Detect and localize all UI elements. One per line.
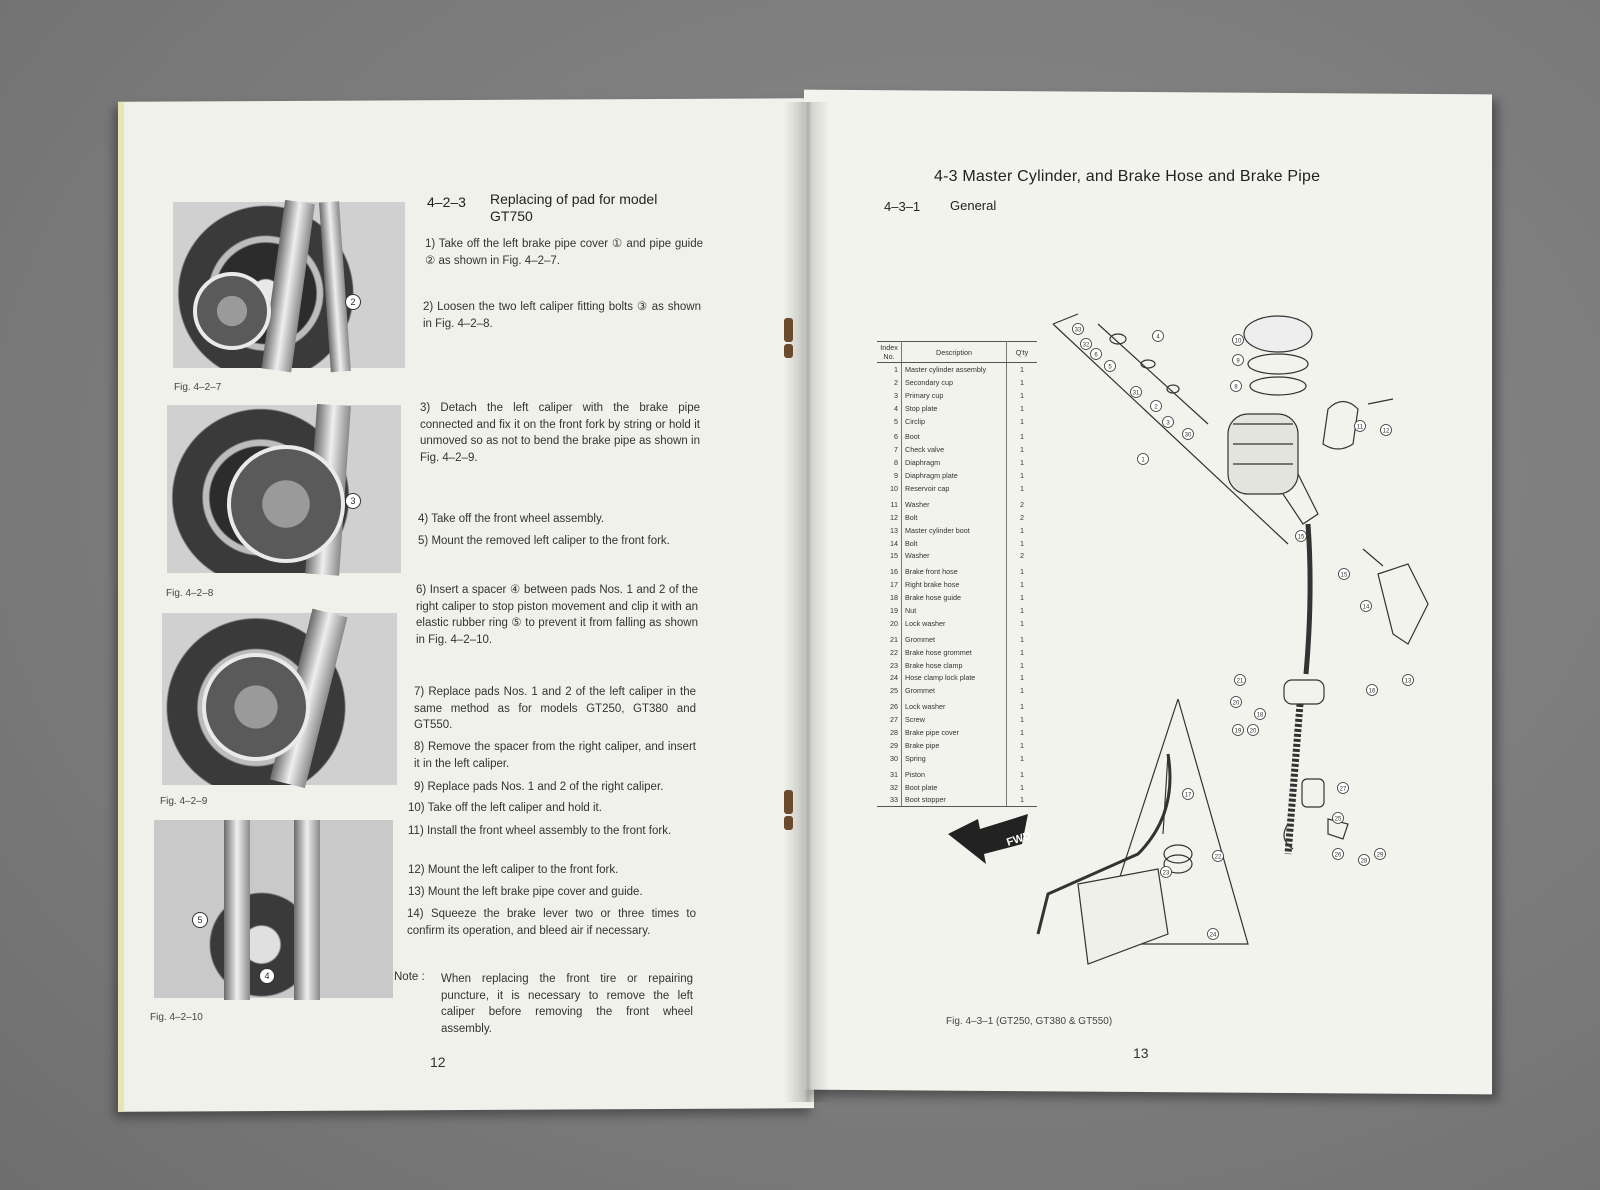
table-row [877,713,1037,726]
table-row [877,469,1037,482]
section-title-line1: Replacing of pad for model [490,191,658,207]
section-number: 4–2–3 [427,194,466,210]
callout-number: 32 [1082,342,1090,349]
part-qty: 1 [1020,567,1024,577]
part-qty: 1 [1020,458,1024,468]
part-qty: 1 [1020,432,1024,442]
part-qty: 1 [1020,715,1024,725]
part-description: Spring [902,752,1007,765]
part-qty: 1 [1020,403,1024,413]
part-description: Lock washer [902,697,1007,713]
table-row [877,697,1037,713]
callout-number: 33 [1074,327,1082,334]
part-description: Piston [902,765,1007,781]
callout-number: 9 [1236,358,1240,365]
part-description: Boot plate [902,781,1007,794]
callout-number: 6 [1094,352,1098,359]
part-description: Master cylinder boot [902,524,1007,537]
part-index: 32 [877,781,902,794]
part-index: 28 [877,726,902,739]
subsection-title: General [950,198,997,213]
part-description: Reservoir cap [902,482,1007,495]
callout-number: 31 [1132,390,1140,397]
step-1: 1) Take off the left brake pipe cover ① and pipe guide ② as shown in Fig. 4–2–7. [425,238,703,267]
part-qty: 1 [1020,377,1024,387]
step-6: 6) Insert a spacer ④ between pads Nos. 1 and 2 of the right caliper to stop piston movement and clip it with an elastic rubber ring ⑤ to prevent it from falling as shown in Fig. 4–2–10. [416,584,699,646]
table-row [877,617,1037,630]
table-row [877,659,1037,672]
callout-number: 3 [1166,420,1170,427]
part-qty: 1 [1020,769,1024,779]
part-qty: 1 [1020,660,1024,670]
callout-number: 20 [1249,728,1257,735]
callout-number: 19 [1234,728,1242,735]
callout-number: 21 [1236,678,1244,685]
part-description: Check valve [902,443,1007,456]
callout-5: 5 [192,912,208,928]
part-index: 33 [877,794,902,807]
part-description: Brake hose clamp [902,659,1007,672]
table-row [877,376,1037,389]
callout-number: 22 [1214,854,1222,861]
photo-fig-4-2-8 [167,405,401,573]
fig-caption-4-2-7: Fig. 4–2–7 [174,382,222,393]
table-row [877,415,1037,428]
callout-number: 11 [1356,424,1364,431]
step-8: 8) Remove the spacer from the right caliper, and insert it in the left caliper. [414,741,696,770]
part-index: 8 [877,456,902,469]
part-qty: 2 [1020,551,1024,561]
part-description: Grommet [902,630,1007,646]
table-row [877,752,1037,765]
table-row [877,739,1037,752]
table-row [877,578,1037,591]
step-3: 3) Detach the left caliper with the brake pipe connected and fix it on the front fork by string or hold it unmoved so as not to bend the brake pipe as shown in Fig. 4–2–9. [420,402,701,464]
part-qty: 1 [1020,416,1024,426]
callout-2: 2 [345,294,361,310]
part-qty: 1 [1020,580,1024,590]
table-row [877,549,1037,562]
step-11: 11) Install the front wheel assembly to the front fork. [408,825,672,837]
callout-number: 25 [1334,816,1342,823]
part-qty: 2 [1020,499,1024,509]
step-7: 7) Replace pads Nos. 1 and 2 of the left caliper in the same method as for models GT250, GT380 and GT550. [414,686,696,731]
part-description: Circlip [902,415,1007,428]
part-index: 12 [877,511,902,524]
staple-top [784,318,793,342]
part-qty: 1 [1020,593,1024,603]
table-row [877,646,1037,659]
table-header-index: Index No. [877,342,902,363]
callout-4: 4 [259,968,275,984]
part-description: Brake front hose [902,562,1007,578]
part-description: Secondary cup [902,376,1007,389]
photo-fig-4-2-7 [173,202,405,368]
page-number-right: 13 [1133,1045,1149,1061]
part-index: 9 [877,469,902,482]
step-14: 14) Squeeze the brake lever two or three times to confirm its operation, and bleed air if necessary. [407,908,696,937]
callout-number: 24 [1209,932,1217,939]
step-9: 9) Replace pads Nos. 1 and 2 of the right caliper. [414,781,664,793]
callout-number: 5 [1108,364,1112,371]
table-row [877,511,1037,524]
fig-caption-4-2-10: Fig. 4–2–10 [150,1012,203,1023]
staple-bottom-2 [784,816,793,830]
callout-number: 27 [1339,786,1347,793]
part-qty: 1 [1020,538,1024,548]
part-qty: 1 [1020,390,1024,400]
part-index: 27 [877,713,902,726]
step-5: 5) Mount the removed left caliper to the front fork. [418,535,670,547]
part-index: 13 [877,524,902,537]
callout-number: 12 [1382,428,1390,435]
step-2: 2) Loosen the two left caliper fitting bolts ③ as shown in Fig. 4–2–8. [423,301,702,330]
part-description: Boot stopper [902,794,1007,807]
part-description: Master cylinder assembly [902,363,1007,376]
table-row [877,456,1037,469]
part-qty: 1 [1020,727,1024,737]
part-description: Brake pipe [902,739,1007,752]
table-row [877,765,1037,781]
part-index: 15 [877,549,902,562]
step-4: 4) Take off the front wheel assembly. [418,513,605,525]
callout-number: 15 [1340,572,1348,579]
part-description: Right brake hose [902,578,1007,591]
part-qty: 1 [1020,782,1024,792]
fwd-label: FWD [1005,829,1033,849]
part-index: 29 [877,739,902,752]
table-row [877,443,1037,456]
callout-number: 14 [1362,604,1370,611]
part-index: 26 [877,697,902,713]
callout-number: 20 [1232,700,1240,707]
part-description: Lock washer [902,617,1007,630]
part-qty: 1 [1020,753,1024,763]
part-index: 18 [877,591,902,604]
part-description: Screw [902,713,1007,726]
part-index: 2 [877,376,902,389]
part-qty: 1 [1007,794,1038,807]
fig-caption-4-2-8: Fig. 4–2–8 [166,588,214,599]
callout-number: 16 [1368,688,1376,695]
part-index: 24 [877,671,902,684]
callout-number: 17 [1184,792,1192,799]
table-row [877,604,1037,617]
part-description: Brake pipe cover [902,726,1007,739]
note-label: Note : [394,971,425,983]
table-row [877,630,1037,646]
table-row [877,562,1037,578]
subsection-number: 4–3–1 [884,199,921,214]
part-description: Washer [902,549,1007,562]
table-header-description: Description [902,342,1007,363]
table-row [877,495,1037,511]
table-row [877,671,1037,684]
table-row [877,427,1037,443]
part-qty: 1 [1020,618,1024,628]
part-index: 25 [877,684,902,697]
callout-number: 26 [1334,852,1342,859]
step-10: 10) Take off the left caliper and hold it. [408,802,602,814]
photo-fig-4-2-9 [162,613,397,785]
part-qty: 1 [1020,445,1024,455]
page-number-left: 12 [430,1054,446,1070]
parts-table [877,341,1037,807]
table-row [877,684,1037,697]
part-index: 6 [877,427,902,443]
part-index: 19 [877,604,902,617]
callout-number: 28 [1360,858,1368,865]
part-description: Diaphragm [902,456,1007,469]
part-qty: 1 [1020,525,1024,535]
table-row [877,781,1037,794]
part-index: 10 [877,482,902,495]
section-main-title: 4-3 Master Cylinder, and Brake Hose and Brake Pipe [934,168,1321,185]
part-qty: 1 [1020,702,1024,712]
step-13: 13) Mount the left brake pipe cover and guide. [408,886,643,898]
callout-number: 2 [1154,404,1158,411]
step-12: 12) Mount the left caliper to the front fork. [408,864,619,876]
part-index: 5 [877,415,902,428]
part-index: 11 [877,495,902,511]
part-qty: 1 [1020,686,1024,696]
callout-number: 30 [1184,432,1192,439]
part-description: Primary cup [902,389,1007,402]
staple-bottom [784,790,793,814]
table-row [877,537,1037,550]
callout-3: 3 [345,493,361,509]
part-qty: 2 [1020,512,1024,522]
part-description: Grommet [902,684,1007,697]
part-description: Washer [902,495,1007,511]
part-qty: 1 [1020,673,1024,683]
part-qty: 1 [1020,634,1024,644]
callout-number: 15 [1297,534,1305,541]
table-row [877,402,1037,415]
part-qty: 1 [1020,740,1024,750]
part-index: 17 [877,578,902,591]
part-description: Nut [902,604,1007,617]
table-header-qty: Q'ty [1007,342,1038,363]
part-description: Bolt [902,537,1007,550]
part-qty: 1 [1020,647,1024,657]
part-description: Brake hose grommet [902,646,1007,659]
parts-table-body [877,363,1037,807]
part-qty: 1 [1020,471,1024,481]
part-description: Stop plate [902,402,1007,415]
callout-number: 29 [1376,852,1384,859]
part-index: 20 [877,617,902,630]
note-text: When replacing the front tire or repairing puncture, it is necessary to remove the left caliper before removing the front wheel assembly. [441,973,693,1035]
part-index: 23 [877,659,902,672]
photo-fig-4-2-10 [154,820,393,998]
staple-top-2 [784,344,793,358]
part-index: 30 [877,752,902,765]
callout-number: 8 [1234,384,1238,391]
part-description: Boot [902,427,1007,443]
callout-number: 4 [1156,334,1160,341]
table-row [877,794,1037,807]
table-row [877,389,1037,402]
table-row [877,482,1037,495]
part-index: 4 [877,402,902,415]
part-index: 1 [877,363,902,376]
part-qty: 1 [1020,483,1024,493]
section-title-line2: GT750 [490,208,533,224]
callout-number: 23 [1162,870,1170,877]
part-index: 22 [877,646,902,659]
fig-caption-4-3-1: Fig. 4–3–1 (GT250, GT380 & GT550) [946,1016,1113,1027]
part-index: 3 [877,389,902,402]
part-description: Brake hose guide [902,591,1007,604]
part-index: 14 [877,537,902,550]
part-index: 31 [877,765,902,781]
part-qty: 1 [1020,605,1024,615]
part-description: Hose clamp lock plate [902,671,1007,684]
part-qty: 1 [1020,364,1024,374]
part-index: 21 [877,630,902,646]
part-description: Diaphragm plate [902,469,1007,482]
table-row [877,524,1037,537]
callout-number: 18 [1256,712,1264,719]
callout-number: 10 [1234,338,1242,345]
callout-number: 1 [1141,457,1145,464]
part-description: Bolt [902,511,1007,524]
part-index: 16 [877,562,902,578]
table-row [877,726,1037,739]
table-row [877,591,1037,604]
part-index: 7 [877,443,902,456]
fig-caption-4-2-9: Fig. 4–2–9 [160,796,208,807]
callout-number: 13 [1404,678,1412,685]
table-row [877,363,1037,376]
